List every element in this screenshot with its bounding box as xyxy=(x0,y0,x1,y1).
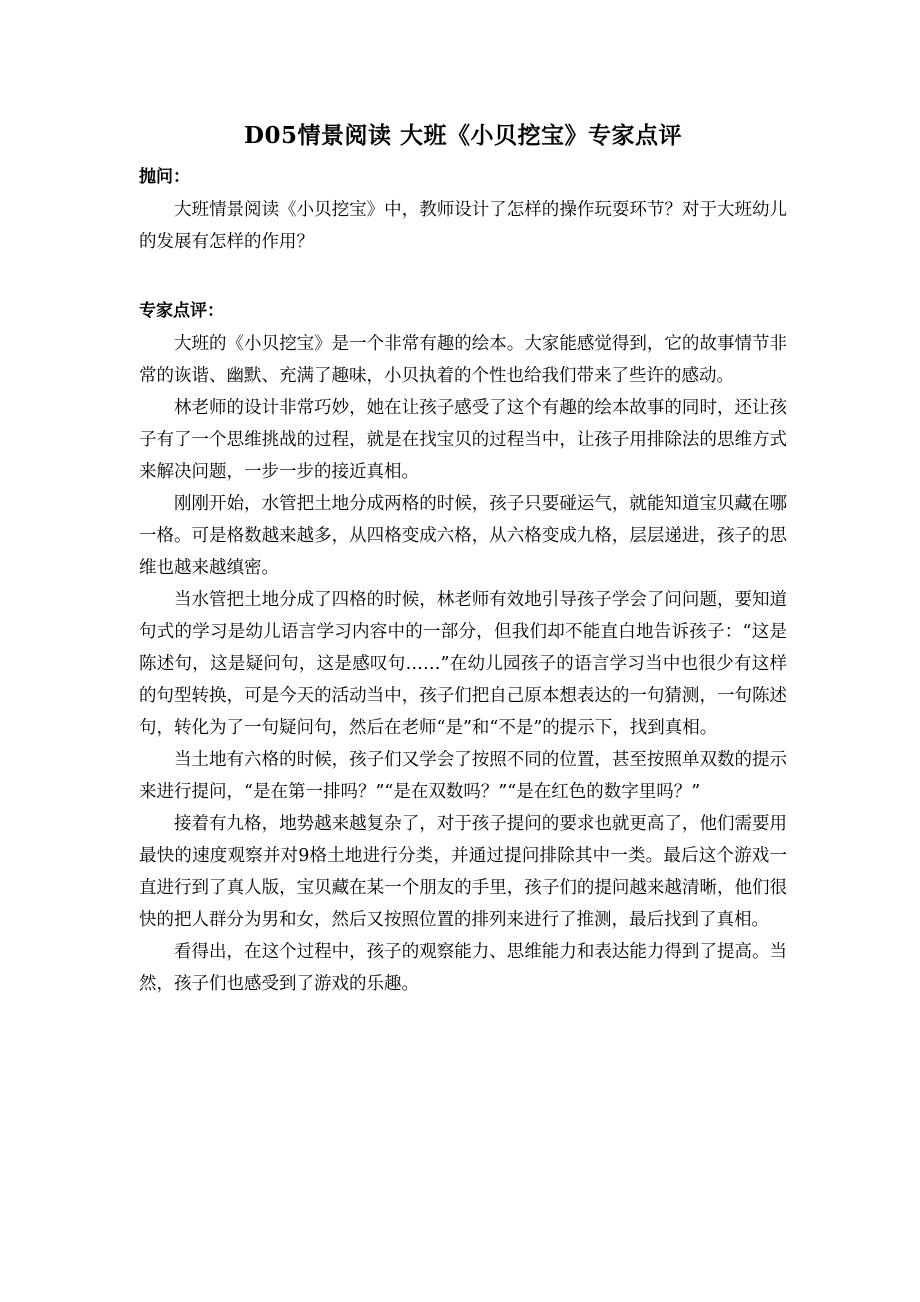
comment-paragraph-4: 当水管把土地分成了四格的时候，林老师有效地引导孩子学会了问问题，要知道句式的学习是幼儿语言学习内容中的一部分，但我们却不能直白地告诉孩子：“这是陈述句，这是疑问句，这是感叹句……”在幼儿园孩子的语言学习当中也很少有这样的句型转换，可是今天的活动当中，孩子们把自己原本想表达的一句猜测，一句陈述句，转化为了一句疑问句，然后在老师“是”和“不是”的提示下，找到真相。 xyxy=(139,590,787,738)
comment-paragraph-1: 大班的《小贝挖宝》是一个非常有趣的绘本。大家能感觉得到，它的故事情节非常的诙谐、幽默、充满了趣味，小贝执着的个性也给我们带来了些许的感动。 xyxy=(139,334,787,386)
question-text: 大班情景阅读《小贝挖宝》中，教师设计了怎样的操作玩耍环节？对于大班幼儿的发展有怎样的作用？ xyxy=(139,200,787,252)
section-spacer xyxy=(139,258,787,298)
comment-heading: 专家点评： xyxy=(139,301,224,321)
comment-paragraph-2: 林老师的设计非常巧妙，她在让孩子感受了这个有趣的绘本故事的同时，还让孩子有了一个思维挑战的过程，就是在找宝贝的过程当中，让孩子用排除法的思维方式来解决问题，一步一步的接近真相。 xyxy=(139,398,787,482)
comment-paragraph-5: 当土地有六格的时候，孩子们又学会了按照不同的位置，甚至按照单双数的提示来进行提问，“是在第一排吗？”“是在双数吗？”“是在红色的数字里吗？” xyxy=(139,750,787,802)
document-page xyxy=(139,118,787,1000)
document-title: D05情景阅读 大班《小贝挖宝》专家点评 xyxy=(244,122,682,149)
comment-paragraph-6: 接着有九格，地势越来越复杂了，对于孩子提问的要求也就更高了，他们需要用最快的速度观察并对9格土地进行分类，并通过提问排除其中一类。最后这个游戏一直进行到了真人版，宝贝藏在某一个朋友的手里，孩子们的提问越来越清晰，他们很快的把人群分为男和女，然后又按照位置的排列来进行了推测，最后找到了真相。 xyxy=(139,814,787,930)
comment-paragraph-7: 看得出，在这个过程中，孩子的观察能力、思维能力和表达能力得到了提高。当然，孩子们也感受到了游戏的乐趣。 xyxy=(139,942,787,994)
question-heading: 抛问： xyxy=(139,167,190,187)
comment-paragraph-3: 刚刚开始，水管把土地分成两格的时候，孩子只要碰运气，就能知道宝贝藏在哪一格。可是格数越来越多，从四格变成六格，从六格变成九格，层层递进，孩子的思维也越来越缜密。 xyxy=(139,494,787,578)
